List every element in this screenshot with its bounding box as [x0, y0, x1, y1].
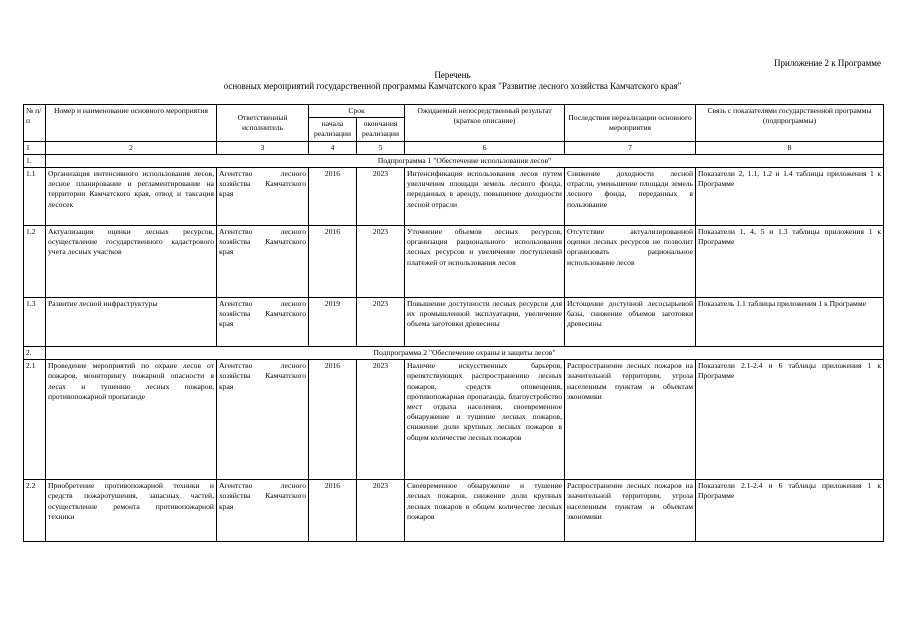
subprogram-row — [24, 154, 884, 167]
row-consequences: Истощение доступной лесосырьевой базы, снижение объемов заготовки древесины — [565, 298, 696, 347]
row-executor: Агентство лесного хозяйства Камчатского края — [217, 360, 309, 480]
row-executor: Агентство лесного хозяйства Камчатского края — [217, 168, 309, 226]
subprogram-num: 1. — [24, 154, 46, 167]
appendix-label: Приложение 2 к Программе — [774, 58, 881, 68]
row-link: Показатели 1, 4, 5 и 1.3 таблицы приложения 1 к Программе — [696, 226, 884, 298]
row-result: Уточнение объемов лесных ресурсов, организация рационального использования лесных ресурсов и увеличение поступлений платежей от использования лесов — [405, 226, 565, 298]
col-number: 6 — [405, 141, 565, 154]
row-link: Показатели 2.1-2.4 и 6 таблицы приложения 1 к Программе — [696, 480, 884, 542]
col-number: 1 — [24, 141, 46, 154]
col-number: 8 — [696, 141, 884, 154]
row-executor: Агентство лесного хозяйства Камчатского края — [217, 226, 309, 298]
header-start: начала реализации — [309, 118, 357, 141]
row-num: 2.1 — [24, 360, 46, 480]
row-end: 2023 — [357, 226, 405, 298]
col-number: 5 — [357, 141, 405, 154]
row-end: 2023 — [357, 360, 405, 480]
row-name: Организация интенсивного использования лесов, лесное планирование и регламентирование на территории Камчатского края, отвод и таксация лесосек — [46, 168, 217, 226]
row-num: 1.1 — [24, 168, 46, 226]
measures-table — [23, 104, 884, 542]
col-number: 4 — [309, 141, 357, 154]
subprogram-row — [24, 347, 884, 360]
title-line-2: основных мероприятий государственной программы Камчатского края "Развитие лесного хозяйства Камчатского края" — [223, 81, 682, 91]
header-end: окончания реализации — [357, 118, 405, 141]
row-consequences: Распространение лесных пожаров на значительной территории, угроза населенным пунктам и объектам экономики — [565, 480, 696, 542]
row-end: 2023 — [357, 480, 405, 542]
header-num: № п/п — [24, 105, 46, 142]
subprogram-num: 2. — [24, 347, 46, 360]
table-row — [24, 168, 884, 226]
row-consequences: Отсутствие актуализированной оценки лесных ресурсов не позволит организовать рациональное использование лесов — [565, 226, 696, 298]
row-start: 2016 — [309, 168, 357, 226]
title-line-1: Перечень — [434, 70, 471, 80]
col-number: 2 — [46, 141, 217, 154]
row-num: 1.3 — [24, 298, 46, 347]
row-link: Показатель 1.1 таблицы приложения 1 к Программе — [696, 298, 884, 347]
row-name: Развитие лесной инфраструктуры — [46, 298, 217, 347]
row-name: Приобретение противопожарной техники и средств пожаротушения, запасных частей, осуществление ремонта противопожарной техники — [46, 480, 217, 542]
header-executor: Ответственный исполнитель — [217, 105, 309, 142]
header-name: Номер и наименование основного мероприятия — [46, 105, 217, 142]
header-result: Ожидаемый непосредственный результат (краткое описание) — [405, 105, 565, 142]
row-executor: Агентство лесного хозяйства Камчатского края — [217, 298, 309, 347]
row-link: Показатели 2, 1.1, 1.2 и 1.4 таблицы приложения 1 к Программе — [696, 168, 884, 226]
row-name: Актуализация оценки лесных ресурсов, осуществление государственного кадастрового учета лесных участков — [46, 226, 217, 298]
row-num: 1.2 — [24, 226, 46, 298]
header-link: Связь с показателями государственной программы (подпрограммы) — [696, 105, 884, 142]
row-result: Своевременное обнаружение и тушение лесных пожаров, снижение доли крупных лесных пожаров в общем количестве лесных пожаров — [405, 480, 565, 542]
row-result: Наличие искусственных барьеров, препятствующих распространению лесных пожаров, средств оповещения, противопожарная пропаганда, благоустройство мест отдыха населения, своевременное обнаружение и тушение лесных пожаров, снижение доли крупных лесных пожаров в общем количестве лесных пожаров — [405, 360, 565, 480]
subprogram-title: Подпрограмма 1 "Обеспечение использования лесов" — [46, 154, 884, 167]
subprogram-title: Подпрограмма 2 "Обеспечение охраны и защиты лесов" — [46, 347, 884, 360]
row-result: Интенсификация использования лесов путем увеличения площади земель лесного фонда, переданных в аренду, повышение доходности лесной отрасли — [405, 168, 565, 226]
row-start: 2019 — [309, 298, 357, 347]
row-num: 2.2 — [24, 480, 46, 542]
row-start: 2016 — [309, 480, 357, 542]
row-consequences: Снижение доходности лесной отрасли, уменьшение площади земель лесного фонда, переданных в пользование — [565, 168, 696, 226]
table-row — [24, 298, 884, 347]
table-row — [24, 226, 884, 298]
row-name: Проведение мероприятий по охране лесов от пожаров, мониторингу пожарной опасности в лесах и тушению лесных пожаров, противопожарной пропаганде — [46, 360, 217, 480]
row-end: 2023 — [357, 298, 405, 347]
header-term: Срок — [309, 105, 405, 118]
row-result: Повышение доступности лесных ресурсов для их промышленной эксплуатации, увеличение объема заготовки древесины — [405, 298, 565, 347]
table-row — [24, 480, 884, 542]
column-numbers-row — [24, 141, 884, 154]
row-link: Показатели 2.1-2.4 и 6 таблицы приложения 1 к Программе — [696, 360, 884, 480]
row-end: 2023 — [357, 168, 405, 226]
row-start: 2016 — [309, 360, 357, 480]
table-row — [24, 360, 884, 480]
document-title — [0, 70, 905, 92]
col-number: 3 — [217, 141, 309, 154]
row-start: 2016 — [309, 226, 357, 298]
row-consequences: Распространение лесных пожаров на значительной территории, угроза населенным пунктам и объектам экономики — [565, 360, 696, 480]
header-consequences: Последствия нереализации основного мероприятия — [565, 105, 696, 142]
row-executor: Агентство лесного хозяйства Камчатского края — [217, 480, 309, 542]
col-number: 7 — [565, 141, 696, 154]
